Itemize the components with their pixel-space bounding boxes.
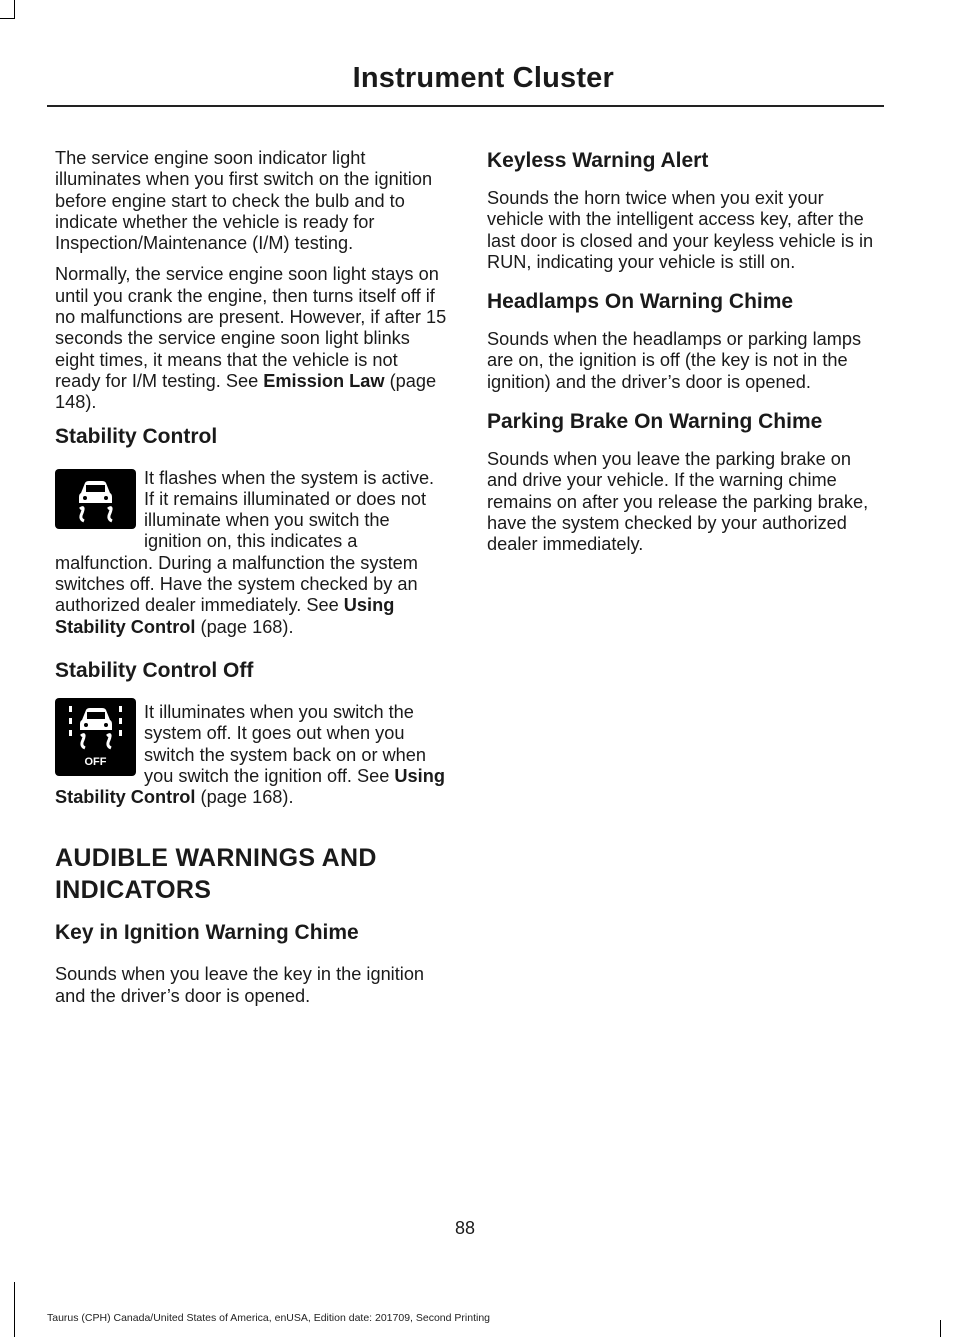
footer-edition-info: Taurus (CPH) Canada/United States of America, enUSA, Edition date: 201709, Second Printing [47,1312,490,1324]
paragraph: Sounds when you leave the parking brake on and drive your vehicle. If the warning chime remains on after you release the parking brake, have the system checked by your authorized dealer immediately. [487,449,869,555]
cross-reference-link[interactable]: Using Stability Control [55,595,395,637]
paragraph-text: It illuminates when you switch the system off. It goes out when you switch the system back on or when you switch the ignition off. See [144,701,427,786]
header-divider [47,105,884,107]
paragraph: The service engine soon indicator light illuminates when you first switch on the ignition before engine start to check the bulb and to indicate whether the vehicle is ready for Inspection/Maintenance (I/M) testing. [55,148,433,254]
stability-control-off-icon [55,698,136,776]
right-column [487,148,879,566]
paragraph-text: It flashes when the system is active. If it remains illuminated or does not illuminate when you switch the ignition on, this indicates a malfunction. During a malfunction the system switches off. Have the system checked by an authorized dealer immediately. See [55,467,435,616]
stability-control-icon [55,469,136,529]
page-number: 88 [454,1218,476,1238]
page-reference: (page 168). [195,616,294,637]
chapter-heading: AUDIBLE WARNINGS AND INDICATORS [55,844,377,905]
crop-mark [14,1282,15,1337]
icon-off-label: OFF [84,755,107,768]
section-heading: Stability Control [55,424,218,448]
paragraph-text: Normally, the service engine soon light stays on until you crank the engine, then turns itself off if no malfunctions are present. However, if after 15 seconds the service engine soon light blinks eight times, it means that the vehicle is not ready for I/M testing. See [55,264,447,391]
section-heading: Headlamps On Warning Chime [487,290,794,314]
left-column [55,148,447,1017]
page-reference: (page 168). [195,787,294,808]
section-heading: Keyless Warning Alert [487,149,709,172]
crop-mark [14,0,15,18]
page-title: Instrument Cluster [352,62,614,94]
paragraph [55,264,447,413]
stability-control-off-block [55,702,447,808]
paragraph: Sounds when you leave the key in the ignition and the driver’s door is opened. [55,964,425,1006]
crop-mark [0,18,15,19]
stability-control-block [55,468,447,638]
paragraph: Sounds the horn twice when you exit your vehicle with the intelligent access key, after the last door is closed and your keyless vehicle is in RUN, indicating your vehicle is still on. [487,188,874,272]
crop-mark [940,1320,941,1337]
page-reference: (page 148). [55,370,437,413]
section-heading: Key in Ignition Warning Chime [55,921,359,945]
cross-reference-link[interactable]: Emission Law [263,370,385,391]
section-heading: Parking Brake On Warning Chime [487,410,823,434]
paragraph: Sounds when the headlamps or parking lamps are on, the ignition is off (the key is not in the ignition) and the driver’s door is opened. [487,329,862,392]
section-heading: Stability Control Off [55,658,254,682]
cross-reference-link[interactable]: Using Stability Control [55,765,445,808]
